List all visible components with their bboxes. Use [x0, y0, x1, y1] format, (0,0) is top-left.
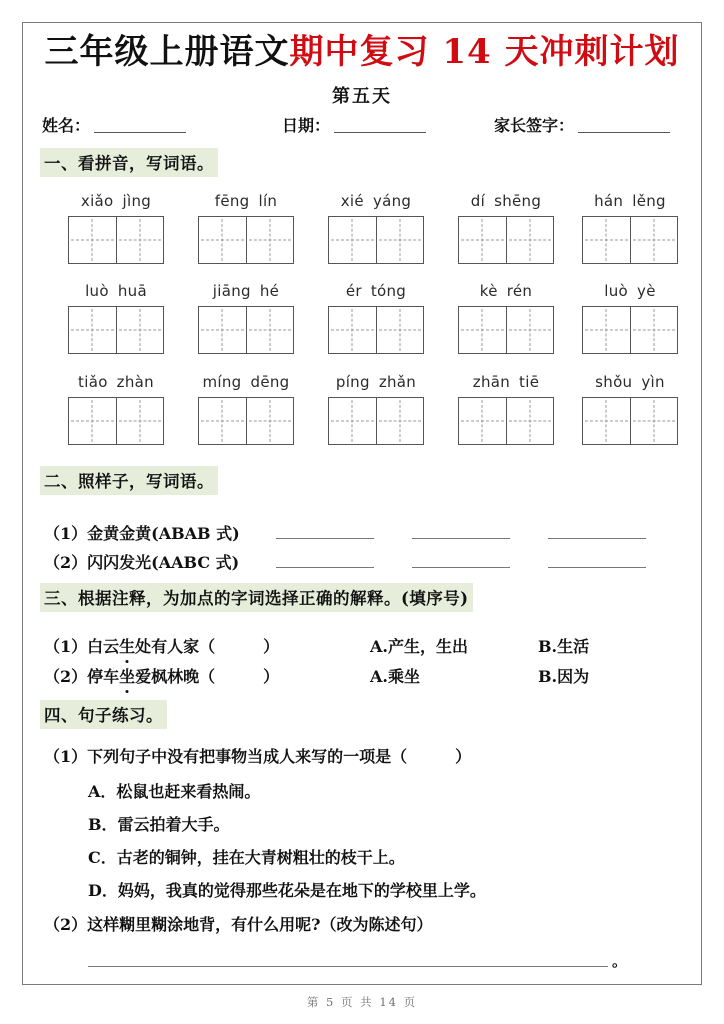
tianzige-cell[interactable] — [459, 307, 506, 353]
pinyin-syllable-1: luò — [85, 282, 109, 300]
tianzige-box[interactable] — [68, 397, 164, 445]
section-2-item-2-blank-3[interactable] — [548, 567, 646, 568]
tianzige-cell[interactable] — [630, 307, 678, 353]
pinyin-row-2 — [40, 280, 690, 368]
pinyin-group — [186, 190, 306, 264]
pinyin-syllable-1: píng — [335, 373, 370, 391]
page-title-red: 期中复习 14 天冲刺计划 — [289, 32, 680, 72]
stem-suffix: 爱枫林晚（ ） — [135, 667, 280, 686]
pinyin-syllable-2: zhàn — [116, 373, 154, 391]
pinyin-syllable-2: shēng — [494, 192, 542, 210]
pinyin-group — [446, 190, 566, 264]
section-3-item-1-stem — [44, 634, 279, 657]
page-title — [22, 30, 702, 74]
pinyin-group — [186, 280, 306, 354]
pinyin-syllable-1: ér — [345, 282, 362, 300]
pinyin-syllable-1: luò — [604, 282, 629, 300]
section-2-item-1-blank-2[interactable] — [412, 538, 510, 539]
tianzige-box[interactable] — [582, 216, 678, 264]
section-2-item-2-blank-1[interactable] — [276, 567, 374, 568]
emphasis-dot-char: 坐 — [119, 664, 135, 687]
tianzige-box[interactable] — [458, 397, 554, 445]
section-4-q2-answer-line[interactable] — [88, 966, 608, 967]
pinyin-syllable-1: dí — [470, 192, 486, 210]
pinyin-syllable-1: jiāng — [212, 282, 251, 300]
pinyin-group — [316, 190, 436, 264]
page-footer: 第 5 页 共 14 页 — [306, 995, 418, 1009]
page-title-black: 三年级上册语文 — [44, 32, 290, 72]
tianzige-cell[interactable] — [506, 307, 554, 353]
page-subtitle: 第五天 — [332, 86, 392, 107]
pinyin-syllable-2: huā — [117, 282, 147, 300]
pinyin-text — [56, 190, 176, 212]
tianzige-cell[interactable] — [459, 217, 506, 263]
tianzige-cell[interactable] — [376, 307, 424, 353]
pinyin-syllable-2: hé — [259, 282, 280, 300]
tianzige-box[interactable] — [198, 216, 294, 264]
tianzige-box[interactable] — [328, 306, 424, 354]
tianzige-cell[interactable] — [376, 398, 424, 444]
pinyin-group — [446, 371, 566, 445]
pinyin-syllable-2: tóng — [370, 282, 407, 300]
name-label: 姓名： — [42, 116, 91, 135]
stem-prefix: （1）白云 — [44, 637, 120, 656]
pinyin-group — [56, 190, 176, 264]
section-2-heading: 二、照样子，写词语。 — [40, 466, 218, 495]
section-3-item-1-option-a[interactable]: A.产生，生出 — [370, 637, 468, 656]
tianzige-cell[interactable] — [630, 217, 678, 263]
pinyin-syllable-2: yìn — [641, 373, 665, 391]
tianzige-cell[interactable] — [246, 217, 294, 263]
section-4-q2-answer-period: 。 — [612, 952, 628, 970]
date-blank-line[interactable] — [334, 118, 426, 133]
pinyin-syllable-2: yè — [637, 282, 656, 300]
section-4-heading: 四、句子练习。 — [40, 700, 167, 729]
pinyin-text — [56, 280, 176, 302]
section-4-q1-option-b[interactable]: B．雷云拍着大手。 — [88, 815, 230, 834]
pinyin-syllable-1: tiǎo — [78, 373, 108, 391]
pinyin-text — [446, 371, 566, 393]
pinyin-syllable-1: míng — [202, 373, 242, 391]
tianzige-cell[interactable] — [329, 217, 376, 263]
parent-signature-field[interactable] — [494, 113, 670, 136]
section-3-heading: 三、根据注释，为加点的字词选择正确的解释。(填序号) — [40, 583, 473, 612]
tianzige-cell[interactable] — [246, 307, 294, 353]
section-3-item-2-option-b[interactable]: B.因为 — [538, 667, 590, 686]
tianzige-box[interactable] — [68, 216, 164, 264]
section-4-q1-option-a[interactable]: A．松鼠也赶来看热闹。 — [88, 782, 261, 801]
section-4-q1-option-d[interactable]: D．妈妈，我真的觉得那些花朵是在地下的学校里上学。 — [88, 881, 486, 900]
pinyin-text — [316, 371, 436, 393]
tianzige-box[interactable] — [582, 397, 678, 445]
tianzige-cell[interactable] — [199, 217, 246, 263]
emphasis-dot-char: 生 — [119, 634, 135, 657]
tianzige-cell[interactable] — [329, 398, 376, 444]
pinyin-syllable-2: tiē — [519, 373, 540, 391]
section-3-item-1-option-b[interactable]: B.生活 — [538, 637, 590, 656]
pinyin-group — [56, 280, 176, 354]
date-label: 日期： — [282, 116, 331, 135]
pinyin-syllable-2: yáng — [372, 192, 412, 210]
tianzige-box[interactable] — [458, 216, 554, 264]
tianzige-box[interactable] — [198, 397, 294, 445]
pinyin-group — [446, 280, 566, 354]
pinyin-group — [570, 371, 690, 445]
pinyin-group — [56, 371, 176, 445]
pinyin-row-3 — [40, 371, 690, 459]
pinyin-group — [316, 280, 436, 354]
tianzige-cell[interactable] — [506, 398, 554, 444]
parent-signature-blank-line[interactable] — [578, 118, 670, 133]
section-3-item-2-option-a[interactable]: A.乘坐 — [370, 667, 420, 686]
tianzige-cell[interactable] — [69, 217, 116, 263]
tianzige-cell[interactable] — [69, 398, 116, 444]
tianzige-cell[interactable] — [246, 398, 294, 444]
section-2-item-2-text: （2）闪闪发光(AABC 式) — [44, 553, 240, 572]
tianzige-cell[interactable] — [583, 217, 630, 263]
tianzige-cell[interactable] — [506, 217, 554, 263]
pinyin-group — [186, 371, 306, 445]
tianzige-cell[interactable] — [116, 307, 164, 353]
stem-prefix: （2）停车 — [44, 667, 120, 686]
pinyin-text — [570, 280, 690, 302]
pinyin-text — [446, 190, 566, 212]
pinyin-text — [56, 371, 176, 393]
name-field[interactable] — [42, 113, 186, 136]
pinyin-group — [570, 280, 690, 354]
pinyin-syllable-1: kè — [479, 282, 498, 300]
pinyin-syllable-2: lěng — [632, 192, 666, 210]
pinyin-text — [316, 280, 436, 302]
section-4-q2-stem: （2）这样糊里糊涂地背，有什么用呢?（改为陈述句） — [44, 915, 433, 934]
pinyin-group — [316, 371, 436, 445]
section-2-item-1-blank-3[interactable] — [548, 538, 646, 539]
pinyin-text — [186, 190, 306, 212]
pinyin-text — [446, 280, 566, 302]
tianzige-cell[interactable] — [630, 398, 678, 444]
pinyin-text — [186, 280, 306, 302]
pinyin-text — [186, 371, 306, 393]
tianzige-box[interactable] — [328, 216, 424, 264]
tianzige-cell[interactable] — [329, 307, 376, 353]
parent-signature-label: 家长签字： — [494, 116, 575, 135]
section-2-item-1-blank-1[interactable] — [276, 538, 374, 539]
tianzige-cell[interactable] — [69, 307, 116, 353]
section-1-heading: 一、看拼音，写词语。 — [40, 148, 218, 177]
pinyin-syllable-2: lín — [258, 192, 278, 210]
pinyin-syllable-2: dēng — [250, 373, 290, 391]
section-2-item-2-blank-2[interactable] — [412, 567, 510, 568]
pinyin-syllable-1: xié — [340, 192, 364, 210]
pinyin-syllable-2: jìng — [122, 192, 152, 210]
tianzige-cell[interactable] — [583, 398, 630, 444]
pinyin-text — [570, 190, 690, 212]
pinyin-group — [570, 190, 690, 264]
section-4-q1-stem: （1）下列句子中没有把事物当成人来写的一项是（ ） — [44, 747, 472, 766]
pinyin-syllable-1: zhān — [472, 373, 511, 391]
date-field[interactable] — [282, 113, 426, 136]
pinyin-syllable-1: hán — [594, 192, 624, 210]
pinyin-syllable-1: fēng — [214, 192, 250, 210]
tianzige-box[interactable] — [458, 306, 554, 354]
tianzige-cell[interactable] — [116, 217, 164, 263]
section-2-item-1-text: （1）金黄金黄(ABAB 式) — [44, 524, 240, 543]
tianzige-box[interactable] — [582, 306, 678, 354]
pinyin-syllable-2: rén — [506, 282, 533, 300]
tianzige-cell[interactable] — [459, 398, 506, 444]
name-blank-line[interactable] — [94, 118, 186, 133]
pinyin-row-1 — [40, 190, 690, 278]
stem-suffix: 处有人家（ ） — [135, 637, 280, 656]
tianzige-box[interactable] — [328, 397, 424, 445]
student-meta-row — [42, 113, 692, 139]
tianzige-cell[interactable] — [376, 217, 424, 263]
tianzige-cell[interactable] — [199, 307, 246, 353]
pinyin-syllable-2: zhǎn — [378, 373, 417, 391]
section-4-q1-option-c[interactable]: C．古老的铜钟，挂在大青树粗壮的枝干上。 — [88, 848, 405, 867]
tianzige-cell[interactable] — [116, 398, 164, 444]
tianzige-box[interactable] — [68, 306, 164, 354]
tianzige-cell[interactable] — [583, 307, 630, 353]
section-3-item-2-stem — [44, 664, 279, 687]
pinyin-syllable-1: xiǎo — [80, 192, 114, 210]
pinyin-text — [570, 371, 690, 393]
tianzige-cell[interactable] — [199, 398, 246, 444]
tianzige-box[interactable] — [198, 306, 294, 354]
pinyin-syllable-1: shǒu — [595, 373, 633, 391]
pinyin-text — [316, 190, 436, 212]
